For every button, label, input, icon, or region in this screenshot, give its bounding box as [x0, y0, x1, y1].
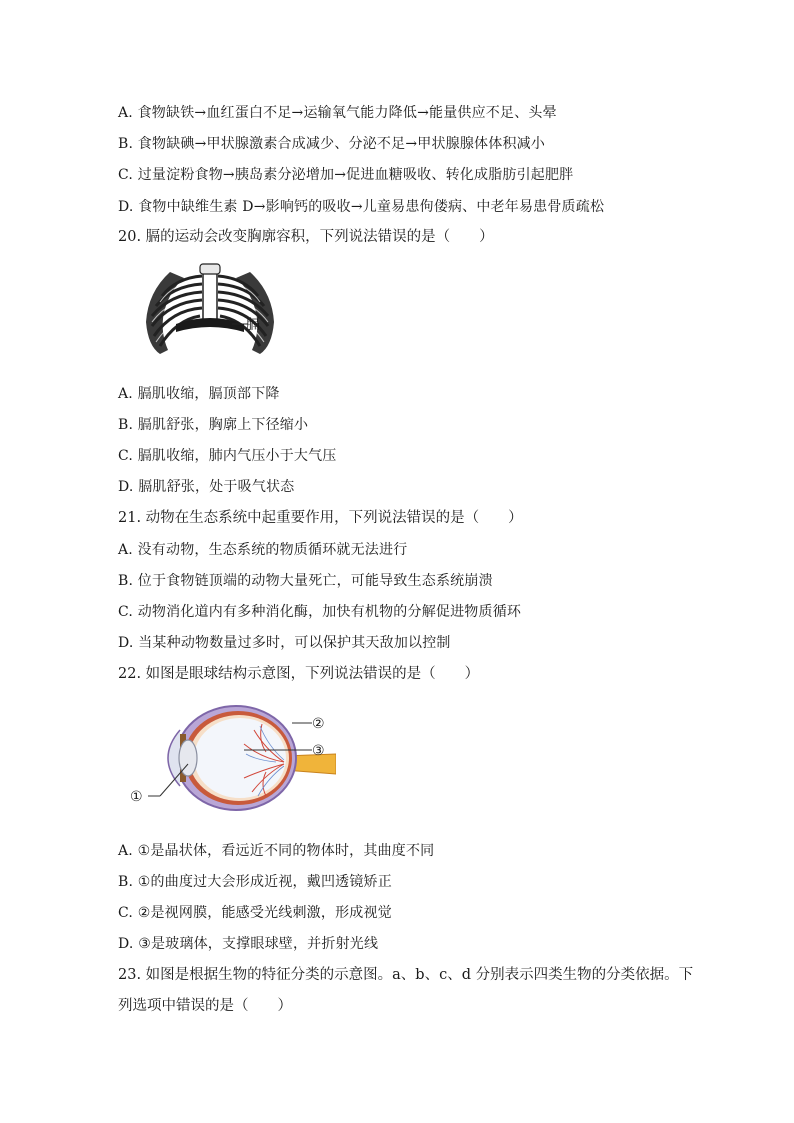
q21-option-b: B. 位于食物链顶端的动物大量死亡，可能导致生态系统崩溃 [118, 573, 493, 589]
eyeball-diagram [126, 700, 336, 812]
q20-option-a: A. 膈肌收缩，膈顶部下降 [118, 386, 280, 402]
q22-option-c: C. ②是视网膜，能感受光线刺激，形成视觉 [118, 905, 392, 921]
q20-option-b: B. 膈肌舒张，胸廓上下径缩小 [118, 417, 309, 433]
q21-stem: 21. 动物在生态系统中起重要作用，下列说法错误的是（ ） [118, 510, 523, 526]
q22-option-d: D. ③是玻璃体，支撑眼球壁，并折射光线 [118, 936, 379, 952]
q21-option-d: D. 当某种动物数量过多时，可以保护其天敌加以控制 [118, 635, 451, 651]
label-2: ② [312, 716, 325, 732]
q22-option-a: A. ①是晶状体，看远近不同的物体时，其曲度不同 [118, 843, 435, 859]
q20-option-c: C. 膈肌收缩，肺内气压小于大气压 [118, 448, 337, 464]
q22-stem: 22. 如图是眼球结构示意图，下列说法错误的是（ ） [118, 666, 480, 682]
q23-stem-line2: 列选项中错误的是（ ） [118, 998, 292, 1014]
q19-option-a: A. 食物缺铁→血红蛋白不足→运输氧气能力降低→能量供应不足、头晕 [118, 105, 557, 121]
q23-stem-line1: 23. 如图是根据生物的特征分类的示意图。a、b、c、d 分别表示四类生物的分类依据。下 [118, 967, 694, 983]
eyeball-figure [126, 700, 336, 812]
q21-option-c: C. 动物消化道内有多种消化酶，加快有机物的分解促进物质循环 [118, 604, 522, 620]
q20-stem: 20. 膈的运动会改变胸廓容积，下列说法错误的是（ ） [118, 229, 494, 245]
label-1: ① [130, 789, 143, 805]
q21-option-a: A. 没有动物，生态系统的物质循环就无法进行 [118, 542, 408, 558]
diaphragm-label: 膈 [246, 317, 260, 333]
q22-option-b: B. ①的曲度过大会形成近视，戴凹透镜矫正 [118, 874, 392, 890]
q19-option-c: C. 过量淀粉食物→胰岛素分泌增加→促进血糖吸收、转化成脂肪引起肥胖 [118, 167, 574, 183]
label-3: ③ [312, 743, 325, 759]
ribcage-illustration [140, 262, 280, 358]
q19-option-b: B. 食物缺碘→甲状腺激素合成减少、分泌不足→甲状腺腺体体积减小 [118, 136, 546, 152]
q20-option-d: D. 膈肌舒张，处于吸气状态 [118, 479, 295, 495]
q19-option-d: D. 食物中缺维生素 D→影响钙的吸收→儿童易患佝偻病、中老年易患骨质疏松 [118, 199, 605, 215]
thorax-figure [140, 262, 280, 358]
